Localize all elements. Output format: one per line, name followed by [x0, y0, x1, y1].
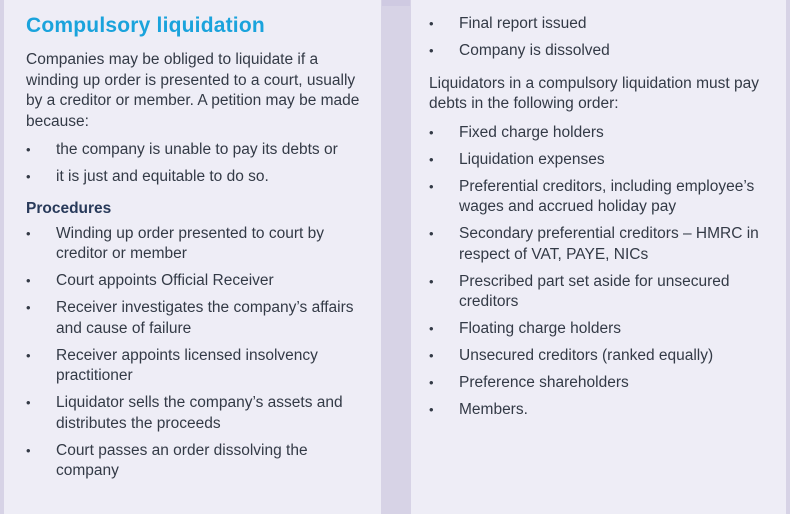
intro-paragraph: Companies may be obliged to liquidate if a winding up order is presented to a court, usually by a creditor or member. A petition may be made because:: [26, 51, 360, 130]
bullet-icon: •: [26, 273, 31, 288]
list-item: • Preferential creditors, including employee’s wages and accrued holiday pay: [429, 177, 755, 215]
bullet-icon: •: [429, 402, 434, 417]
list-item: • Court appoints Official Receiver: [26, 271, 369, 292]
list-item: • it is just and equitable to do so.: [26, 167, 369, 188]
bullet-icon: •: [26, 169, 31, 184]
payment-order-list: [429, 123, 776, 421]
bullet-icon: •: [429, 151, 434, 167]
reasons-list: [26, 140, 369, 188]
list-item: • Company is dissolved: [429, 41, 776, 62]
list-item: • Winding up order presented to court by creditor or member: [26, 224, 324, 262]
bullet-icon: •: [429, 273, 434, 289]
procedures-heading: Procedures: [26, 199, 112, 217]
list-item: • Members.: [429, 400, 776, 421]
list-item: • Preference shareholders: [429, 373, 776, 394]
section-title: Compulsory liquidation: [26, 14, 265, 37]
bullet-icon: •: [26, 300, 31, 315]
list-item: • Liquidator sells the company’s assets and distributes the proceeds: [26, 394, 343, 432]
bullet-icon: •: [429, 226, 434, 241]
list-item: • Receiver appoints licensed insolvency practitioner: [26, 346, 318, 384]
bullet-icon: •: [429, 178, 434, 194]
bullet-icon: •: [429, 321, 434, 336]
bullet-icon: •: [429, 348, 434, 363]
list-item: • Fixed charge holders: [429, 123, 776, 144]
bullet-icon: •: [429, 43, 434, 58]
list-item: • Unsecured creditors (ranked equally): [429, 346, 776, 367]
bullet-icon: •: [26, 142, 31, 157]
list-item: • Receiver investigates the company’s affairs and cause of failure: [26, 299, 354, 337]
bullet-icon: •: [26, 347, 31, 363]
procedures-list: [26, 224, 369, 482]
bullet-icon: •: [429, 124, 434, 140]
bullet-icon: •: [26, 395, 31, 410]
column-divider: [382, 0, 410, 6]
order-paragraph: Liquidators in a compulsory liquidation must pay debts in the following order:: [429, 74, 759, 112]
procedures-continued-list: [429, 14, 776, 62]
left-column: [4, 0, 381, 514]
bullet-icon: •: [26, 442, 31, 458]
bullet-icon: •: [429, 375, 434, 390]
list-item: • Secondary preferential creditors – HMRC in respect of VAT, PAYE, NICs: [429, 225, 759, 263]
list-item: • Floating charge holders: [429, 319, 776, 340]
list-item: • the company is unable to pay its debts or: [26, 140, 369, 161]
bullet-icon: •: [429, 16, 434, 31]
right-column: [411, 0, 786, 514]
list-item: • Court passes an order dissolving the company: [26, 441, 308, 479]
list-item: • Prescribed part set aside for unsecured creditors: [429, 272, 730, 310]
list-item: • Liquidation expenses: [429, 150, 776, 171]
list-item: • Final report issued: [429, 14, 776, 35]
bullet-icon: •: [26, 225, 31, 241]
